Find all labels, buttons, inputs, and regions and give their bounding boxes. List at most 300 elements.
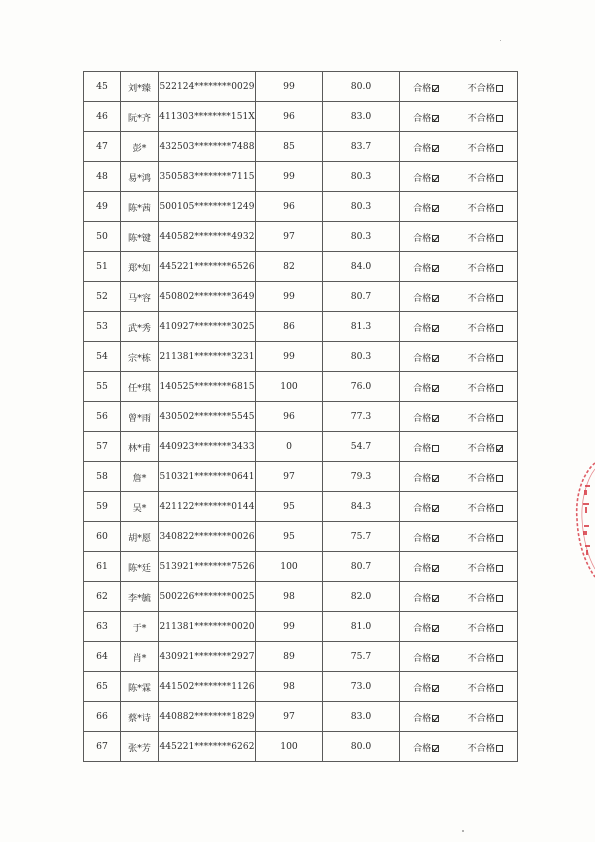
table-row [84, 642, 518, 672]
fail-label: 不合格 [467, 622, 495, 634]
row-number: 56 [84, 402, 121, 432]
score-2: 81.0 [323, 612, 400, 642]
score-1: 86 [256, 312, 323, 342]
table-row [84, 162, 518, 192]
pass-label: 合格 [413, 652, 432, 664]
pass-option [413, 680, 439, 694]
results-table [83, 71, 518, 762]
score-1: 99 [256, 72, 323, 102]
score-2: 80.3 [323, 342, 400, 372]
candidate-name: 易*鸿 [121, 162, 159, 192]
score-2: 80.3 [323, 162, 400, 192]
row-number: 64 [84, 642, 121, 672]
candidate-id: 350583********7115 [159, 162, 256, 192]
fail-label: 不合格 [467, 592, 495, 604]
table-row [84, 102, 518, 132]
row-number: 47 [84, 132, 121, 162]
fail-checkbox-icon [496, 475, 503, 482]
candidate-id: 513921********7526 [159, 552, 256, 582]
result-cell [400, 672, 518, 702]
score-2: 83.0 [323, 102, 400, 132]
score-2: 83.7 [323, 132, 400, 162]
table-row [84, 702, 518, 732]
candidate-id: 421122********0144 [159, 492, 256, 522]
table-row [84, 672, 518, 702]
pass-checkbox-icon [432, 175, 439, 182]
row-number: 45 [84, 72, 121, 102]
fail-label: 不合格 [467, 712, 495, 724]
table-row [84, 72, 518, 102]
table-row [84, 222, 518, 252]
candidate-name: 肖* [121, 642, 159, 672]
pass-option [413, 350, 439, 364]
pass-option [413, 320, 439, 334]
row-number: 55 [84, 372, 121, 402]
candidate-name: 宗*栋 [121, 342, 159, 372]
pass-option [413, 650, 439, 664]
pass-label: 合格 [413, 472, 432, 484]
fail-label: 不合格 [467, 682, 495, 694]
candidate-id: 450802********3649 [159, 282, 256, 312]
score-2: 75.7 [323, 642, 400, 672]
fail-checkbox-icon [496, 565, 503, 572]
table-row [84, 402, 518, 432]
candidate-name: 吴* [121, 492, 159, 522]
fail-checkbox-icon [496, 175, 503, 182]
candidate-name: 张*芳 [121, 732, 159, 762]
score-2: 81.3 [323, 312, 400, 342]
candidate-name: 陈*廷 [121, 552, 159, 582]
pass-checkbox-icon [432, 595, 439, 602]
fail-label: 不合格 [467, 202, 495, 214]
fail-option [467, 470, 503, 484]
fail-checkbox-icon [496, 355, 503, 362]
table-row [84, 372, 518, 402]
result-cell [400, 432, 518, 462]
row-number: 46 [84, 102, 121, 132]
row-number: 53 [84, 312, 121, 342]
fail-option [467, 200, 503, 214]
pass-checkbox-icon [432, 415, 439, 422]
fail-checkbox-icon [496, 205, 503, 212]
pass-checkbox-icon [432, 385, 439, 392]
row-number: 49 [84, 192, 121, 222]
row-number: 60 [84, 522, 121, 552]
score-2: 54.7 [323, 432, 400, 462]
result-cell [400, 732, 518, 762]
table-row [84, 312, 518, 342]
result-cell [400, 132, 518, 162]
score-1: 99 [256, 162, 323, 192]
pass-label: 合格 [413, 412, 432, 424]
fail-checkbox-icon [496, 625, 503, 632]
result-cell [400, 162, 518, 192]
table-row [84, 552, 518, 582]
candidate-name: 陈*键 [121, 222, 159, 252]
candidate-id: 522124********0029 [159, 72, 256, 102]
row-number: 63 [84, 612, 121, 642]
result-cell [400, 72, 518, 102]
score-1: 99 [256, 612, 323, 642]
pass-checkbox-icon [432, 205, 439, 212]
score-1: 100 [256, 732, 323, 762]
candidate-name: 于* [121, 612, 159, 642]
pass-label: 合格 [413, 382, 432, 394]
pass-checkbox-icon [432, 745, 439, 752]
score-1: 98 [256, 582, 323, 612]
candidate-name: 郑*如 [121, 252, 159, 282]
fail-label: 不合格 [467, 742, 495, 754]
pass-option [413, 530, 439, 544]
score-2: 83.0 [323, 702, 400, 732]
pass-checkbox-icon [432, 145, 439, 152]
score-2: 76.0 [323, 372, 400, 402]
result-cell [400, 372, 518, 402]
result-cell [400, 522, 518, 552]
fail-label: 不合格 [467, 292, 495, 304]
pass-label: 合格 [413, 352, 432, 364]
fail-label: 不合格 [467, 652, 495, 664]
candidate-name: 彭* [121, 132, 159, 162]
pass-checkbox-icon [432, 475, 439, 482]
row-number: 59 [84, 492, 121, 522]
table-row [84, 192, 518, 222]
fail-option [467, 440, 503, 454]
candidate-name: 林*甫 [121, 432, 159, 462]
score-1: 98 [256, 672, 323, 702]
fail-checkbox-icon [496, 445, 503, 452]
pass-option [413, 470, 439, 484]
candidate-id: 440923********3433 [159, 432, 256, 462]
score-2: 77.3 [323, 402, 400, 432]
fail-label: 不合格 [467, 382, 495, 394]
fail-label: 不合格 [467, 532, 495, 544]
fail-label: 不合格 [467, 472, 495, 484]
fail-option [467, 590, 503, 604]
candidate-name: 刘*臻 [121, 72, 159, 102]
score-1: 96 [256, 102, 323, 132]
table-row [84, 612, 518, 642]
score-1: 82 [256, 252, 323, 282]
result-cell [400, 282, 518, 312]
fail-checkbox-icon [496, 265, 503, 272]
result-cell [400, 642, 518, 672]
score-1: 89 [256, 642, 323, 672]
candidate-id: 430921********2927 [159, 642, 256, 672]
pass-label: 合格 [413, 112, 432, 124]
row-number: 58 [84, 462, 121, 492]
result-cell [400, 402, 518, 432]
pass-option [413, 110, 439, 124]
table-row [84, 132, 518, 162]
pass-label: 合格 [413, 712, 432, 724]
result-cell [400, 552, 518, 582]
score-2: 79.3 [323, 462, 400, 492]
candidate-name: 胡*愿 [121, 522, 159, 552]
candidate-id: 500226********0025 [159, 582, 256, 612]
pass-checkbox-icon [432, 535, 439, 542]
fail-option [467, 530, 503, 544]
pass-checkbox-icon [432, 265, 439, 272]
fail-checkbox-icon [496, 385, 503, 392]
candidate-id: 430502********5545 [159, 402, 256, 432]
row-number: 54 [84, 342, 121, 372]
pass-label: 合格 [413, 562, 432, 574]
fail-label: 不合格 [467, 562, 495, 574]
pass-label: 合格 [413, 82, 432, 94]
fail-label: 不合格 [467, 442, 495, 454]
red-seal-stamp [569, 455, 595, 585]
table-row [84, 492, 518, 522]
pass-label: 合格 [413, 682, 432, 694]
candidate-id: 411303********151X [159, 102, 256, 132]
result-cell [400, 492, 518, 522]
pass-option [413, 290, 439, 304]
result-cell [400, 702, 518, 732]
fail-label: 不合格 [467, 502, 495, 514]
fail-option [467, 560, 503, 574]
fail-option [467, 230, 503, 244]
pass-option [413, 590, 439, 604]
fail-label: 不合格 [467, 412, 495, 424]
fail-checkbox-icon [496, 745, 503, 752]
score-1: 96 [256, 192, 323, 222]
fail-label: 不合格 [467, 232, 495, 244]
pass-option [413, 170, 439, 184]
table-row [84, 522, 518, 552]
candidate-name: 詹* [121, 462, 159, 492]
pass-checkbox-icon [432, 235, 439, 242]
score-1: 100 [256, 552, 323, 582]
result-cell [400, 582, 518, 612]
score-1: 99 [256, 342, 323, 372]
pass-option [413, 710, 439, 724]
result-cell [400, 252, 518, 282]
pass-option [413, 740, 439, 754]
pass-label: 合格 [413, 442, 432, 454]
row-number: 67 [84, 732, 121, 762]
table-row [84, 582, 518, 612]
fail-option [467, 110, 503, 124]
score-1: 96 [256, 402, 323, 432]
candidate-name: 马*容 [121, 282, 159, 312]
fail-option [467, 320, 503, 334]
score-2: 80.7 [323, 552, 400, 582]
fail-label: 不合格 [467, 112, 495, 124]
fail-checkbox-icon [496, 115, 503, 122]
pass-option [413, 380, 439, 394]
fail-option [467, 740, 503, 754]
candidate-id: 510321********0641 [159, 462, 256, 492]
result-cell [400, 102, 518, 132]
pass-checkbox-icon [432, 115, 439, 122]
fail-option [467, 650, 503, 664]
pass-checkbox-icon [432, 325, 439, 332]
score-1: 97 [256, 462, 323, 492]
fail-label: 不合格 [467, 352, 495, 364]
row-number: 61 [84, 552, 121, 582]
table-row [84, 432, 518, 462]
pass-checkbox-icon [432, 655, 439, 662]
fail-option [467, 410, 503, 424]
pass-option [413, 500, 439, 514]
row-number: 51 [84, 252, 121, 282]
candidate-id: 410927********3025 [159, 312, 256, 342]
candidate-id: 432503********7488 [159, 132, 256, 162]
fail-option [467, 350, 503, 364]
score-2: 82.0 [323, 582, 400, 612]
score-2: 73.0 [323, 672, 400, 702]
pass-option [413, 560, 439, 574]
pass-option [413, 410, 439, 424]
pass-option [413, 80, 439, 94]
result-cell [400, 222, 518, 252]
pass-label: 合格 [413, 172, 432, 184]
result-cell [400, 312, 518, 342]
score-2: 80.3 [323, 222, 400, 252]
fail-checkbox-icon [496, 685, 503, 692]
candidate-id: 340822********0026 [159, 522, 256, 552]
candidate-id: 440882********1829 [159, 702, 256, 732]
score-1: 99 [256, 282, 323, 312]
fail-checkbox-icon [496, 415, 503, 422]
pass-checkbox-icon [432, 625, 439, 632]
fail-checkbox-icon [496, 145, 503, 152]
pass-label: 合格 [413, 322, 432, 334]
score-2: 80.0 [323, 732, 400, 762]
score-1: 95 [256, 522, 323, 552]
candidate-name: 任*琪 [121, 372, 159, 402]
pass-label: 合格 [413, 532, 432, 544]
fail-checkbox-icon [496, 235, 503, 242]
score-2: 84.3 [323, 492, 400, 522]
result-cell [400, 462, 518, 492]
row-number: 48 [84, 162, 121, 192]
candidate-name: 陈*茜 [121, 192, 159, 222]
candidate-name: 陈*霖 [121, 672, 159, 702]
table-row [84, 462, 518, 492]
candidate-name: 李*毓 [121, 582, 159, 612]
score-2: 84.0 [323, 252, 400, 282]
fail-label: 不合格 [467, 172, 495, 184]
score-2: 80.0 [323, 72, 400, 102]
fail-option [467, 680, 503, 694]
fail-label: 不合格 [467, 322, 495, 334]
fail-option [467, 260, 503, 274]
result-cell [400, 342, 518, 372]
row-number: 50 [84, 222, 121, 252]
score-2: 80.7 [323, 282, 400, 312]
fail-checkbox-icon [496, 295, 503, 302]
row-number: 65 [84, 672, 121, 702]
pass-label: 合格 [413, 592, 432, 604]
fail-checkbox-icon [496, 505, 503, 512]
pass-label: 合格 [413, 502, 432, 514]
result-cell [400, 612, 518, 642]
fail-checkbox-icon [496, 325, 503, 332]
pass-label: 合格 [413, 262, 432, 274]
fail-checkbox-icon [496, 85, 503, 92]
pass-option [413, 620, 439, 634]
pass-label: 合格 [413, 622, 432, 634]
fail-option [467, 500, 503, 514]
pass-option [413, 230, 439, 244]
pass-option [413, 440, 439, 454]
fail-option [467, 170, 503, 184]
candidate-id: 445221********6262 [159, 732, 256, 762]
candidate-id: 500105********1249 [159, 192, 256, 222]
score-1: 0 [256, 432, 323, 462]
scan-speck [500, 40, 501, 41]
row-number: 52 [84, 282, 121, 312]
pass-option [413, 140, 439, 154]
table-row [84, 252, 518, 282]
candidate-name: 阮*齐 [121, 102, 159, 132]
fail-label: 不合格 [467, 262, 495, 274]
score-1: 97 [256, 222, 323, 252]
pass-checkbox-icon [432, 85, 439, 92]
fail-checkbox-icon [496, 715, 503, 722]
fail-label: 不合格 [467, 142, 495, 154]
candidate-id: 211381********0020 [159, 612, 256, 642]
fail-option [467, 290, 503, 304]
candidate-id: 445221********6526 [159, 252, 256, 282]
scan-speck [462, 830, 464, 832]
candidate-name: 曾*雨 [121, 402, 159, 432]
table-row [84, 732, 518, 762]
pass-label: 合格 [413, 202, 432, 214]
candidate-name: 蔡*诗 [121, 702, 159, 732]
fail-option [467, 80, 503, 94]
pass-label: 合格 [413, 292, 432, 304]
pass-checkbox-icon [432, 565, 439, 572]
row-number: 62 [84, 582, 121, 612]
row-number: 66 [84, 702, 121, 732]
pass-checkbox-icon [432, 685, 439, 692]
candidate-name: 武*秀 [121, 312, 159, 342]
candidate-id: 440582********4932 [159, 222, 256, 252]
pass-checkbox-icon [432, 715, 439, 722]
score-1: 97 [256, 702, 323, 732]
pass-label: 合格 [413, 142, 432, 154]
fail-checkbox-icon [496, 595, 503, 602]
fail-option [467, 710, 503, 724]
pass-label: 合格 [413, 742, 432, 754]
fail-checkbox-icon [496, 655, 503, 662]
pass-checkbox-icon [432, 355, 439, 362]
fail-option [467, 140, 503, 154]
score-2: 80.3 [323, 192, 400, 222]
score-1: 100 [256, 372, 323, 402]
score-1: 95 [256, 492, 323, 522]
candidate-id: 211381********3231 [159, 342, 256, 372]
table-row [84, 342, 518, 372]
fail-option [467, 620, 503, 634]
result-cell [400, 192, 518, 222]
pass-checkbox-icon [432, 445, 439, 452]
fail-label: 不合格 [467, 82, 495, 94]
score-1: 85 [256, 132, 323, 162]
row-number: 57 [84, 432, 121, 462]
results-table-body [84, 72, 518, 762]
pass-option [413, 260, 439, 274]
candidate-id: 140525********6815 [159, 372, 256, 402]
fail-checkbox-icon [496, 535, 503, 542]
pass-checkbox-icon [432, 295, 439, 302]
pass-label: 合格 [413, 232, 432, 244]
fail-option [467, 380, 503, 394]
score-2: 75.7 [323, 522, 400, 552]
